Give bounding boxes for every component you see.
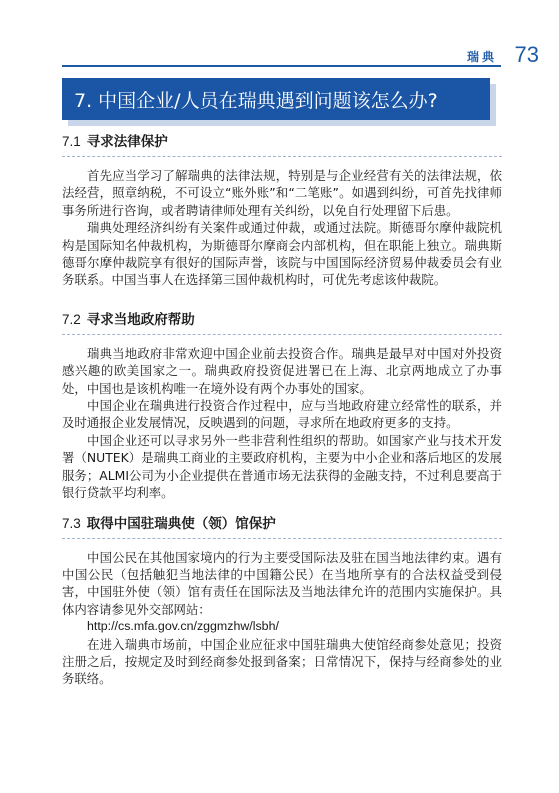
paragraph: 中国企业还可以寻求另外一些非营利性组织的帮助。如国家产业与技术开发署（NUTEK）是瑞典工商业的主要政府机构，主要为中小企业和落后地区的发展服务；ALMI公司为小企业提供在普通市场无法获得的金融支持，不过利息要高于银行贷款平均利率。 bbox=[62, 432, 502, 501]
section-number: 7.3 bbox=[62, 515, 81, 531]
chapter-title-bar bbox=[62, 78, 490, 120]
header-rule bbox=[62, 65, 501, 67]
section-7-3 bbox=[62, 514, 502, 688]
page-number: 73 bbox=[514, 42, 539, 67]
section-title: 取得中国驻瑞典使（领）馆保护 bbox=[86, 515, 276, 532]
chapter-title: 7. 中国企业/人员在瑞典遇到问题该怎么办? bbox=[74, 90, 438, 112]
section-heading bbox=[62, 514, 502, 534]
paragraph: 首先应当学习了解瑞典的法律法规，特别是与企业经营有关的法律法规，依法经营，照章纳税，不可设立“账外账”和“二笔账”。如遇到纠纷，可首先找律师事务所进行咨询，或者聘请律师处理有关纠纷，以免自行处理留下后患。 bbox=[62, 168, 502, 218]
section-number: 7.2 bbox=[62, 311, 81, 327]
paragraph: 瑞典当地政府非常欢迎中国企业前去投资合作。瑞典是最早对中国对外投资感兴趣的欧美国家之一。瑞典政府投资促进署已在上海、北京两地成立了办事处，中国也是该机构唯一在境外设有两个办事处的国家。 bbox=[62, 345, 502, 396]
mfa-website-link[interactable]: http://cs.mfa.gov.cn/zggmzhw/lsbh/ bbox=[87, 619, 279, 634]
section-number: 7.1 bbox=[62, 134, 81, 149]
running-head bbox=[0, 0, 559, 66]
paragraph: 瑞典处理经济纠纷有关案件或通过仲裁，或通过法院。斯德哥尔摩仲裁院机构是国际知名仲裁机构，为斯德哥尔摩商会内部机构，但在职能上独立。瑞典斯德哥尔摩仲裁院享有很好的国际声誉，该院与中国国际经济贸易仲裁委员会有业务联系。中国当事人在选择第三国仲裁机构时，可优先考虑该仲裁院。 bbox=[62, 220, 502, 288]
paragraph: 在进入瑞典市场前，中国企业应征求中国驻瑞典大使馆经商参处意见；投资注册之后，按规定及时到经商参处报到备案；日常情况下，保持与经商参处的业务联络。 bbox=[62, 636, 502, 687]
section-title: 寻求法律保护 bbox=[86, 134, 168, 150]
paragraph: 中国企业在瑞典进行投资合作过程中，应与当地政府建立经常性的联系，并及时通报企业发展情况，反映遇到的问题，寻求所在地政府更多的支持。 bbox=[62, 398, 502, 431]
section-7-1 bbox=[62, 132, 502, 289]
section-title: 寻求当地政府帮助 bbox=[86, 311, 195, 328]
section-divider bbox=[62, 156, 502, 157]
section-heading bbox=[62, 132, 502, 152]
running-head-label: 瑞典 bbox=[466, 50, 497, 64]
page-body bbox=[62, 132, 502, 688]
spacer bbox=[62, 502, 502, 514]
section-heading bbox=[62, 310, 502, 330]
paragraph: 中国公民在其他国家境内的行为主要受国际法及驻在国当地法律约束。遇有中国公民（包括触犯当地法律的中国籍公民）在当地所享有的合法权益受到侵害，中国驻外使（领）馆有责任在国际法及当地法律允许的范围内实施保护。具体内容请参见外交部网站： bbox=[62, 549, 502, 617]
section-7-2 bbox=[62, 310, 502, 502]
spacer bbox=[62, 298, 502, 310]
section-divider bbox=[62, 334, 502, 335]
section-divider bbox=[62, 538, 502, 539]
